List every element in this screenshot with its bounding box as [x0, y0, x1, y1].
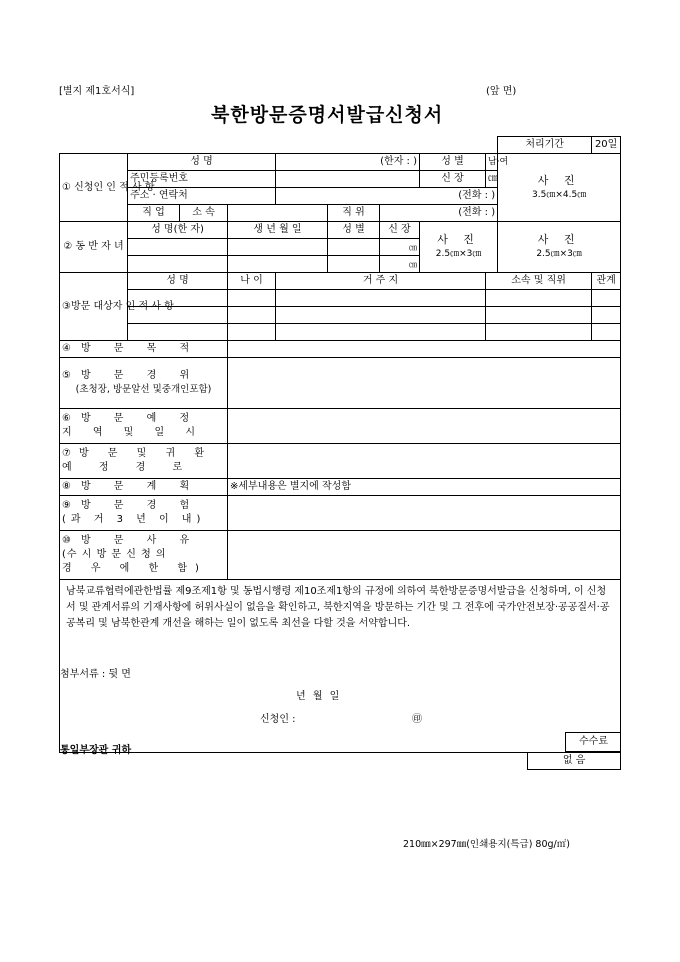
- date-line[interactable]: 년 월 일: [296, 691, 342, 702]
- companion-height-unit-1[interactable]: ㎝: [380, 239, 420, 256]
- target-relation-input-1[interactable]: [592, 290, 621, 307]
- target-relation-input-3[interactable]: [592, 324, 621, 341]
- companion-photo-box-2[interactable]: [498, 222, 621, 273]
- processing-period-value: 20일: [592, 137, 621, 154]
- purpose-input[interactable]: [228, 341, 621, 358]
- applicant-sign-label: 신청인 :: [260, 714, 296, 725]
- applicant-gender-label: 성 별: [420, 154, 486, 171]
- purpose-label: ④방 문 목 적: [60, 341, 228, 358]
- applicant-photo-label: 사 진: [537, 173, 581, 187]
- reason-label-cell: [60, 531, 228, 580]
- reason-sublabel-1: (수 시 방 문 신 청 의: [62, 549, 167, 560]
- route-label: ⑦방 문 및 귀 환: [62, 448, 212, 459]
- applicant-section-label: ① 신청인 인 적 사 항: [60, 154, 128, 222]
- applicant-address-label: 주소 · 연락처: [128, 188, 276, 205]
- pledge-text: 남북교류협력에관한법률 제9조제1항 및 동법시행령 제10조제1항의 규정에 의하여 북한방문증명서발급을 신청하며, 이 신청서 및 관계서류의 기재사항에 허위사실이 없음을 확인하고, 북한지역을 방문하는 기간 및 그 전후에 국가안전보장·공공질서·공공복리 및 남북한관계 개선을 해하는 일이 없도록 최선을 다할 것을 서약합니다.: [66, 586, 610, 629]
- applicant-photo-size: 3.5㎝×4.5㎝: [532, 189, 587, 200]
- fee-label: 수수료: [565, 732, 621, 752]
- applicant-height-unit[interactable]: ㎝: [486, 171, 498, 188]
- target-relation-label: 관계: [592, 273, 621, 290]
- plan-note[interactable]: ※세부내용은 별지에 작성함: [228, 479, 621, 496]
- target-residence-input-3[interactable]: [276, 324, 486, 341]
- target-age-input-2[interactable]: [228, 307, 276, 324]
- applicant-position-label: 직 위: [328, 205, 380, 222]
- applicant-height-label: 신 장: [420, 171, 486, 188]
- target-age-input-1[interactable]: [228, 290, 276, 307]
- companion-photo-label-1: 사 진: [437, 233, 480, 246]
- target-age-label: 나 이: [228, 273, 276, 290]
- companion-gender-input-1[interactable]: [328, 239, 380, 256]
- companion-name-label: 성 명(한 자): [128, 222, 228, 239]
- form-number: [별지 제1호서식]: [59, 86, 135, 97]
- background-input[interactable]: [228, 358, 621, 409]
- target-affil-label: 소속 및 직위: [486, 273, 592, 290]
- reason-label: ⑩방 문 사 유: [62, 535, 200, 546]
- background-label-cell: [60, 358, 228, 409]
- target-affil-input-2[interactable]: [486, 307, 592, 324]
- paper-spec-footer: 210㎜×297㎜(인쇄용지(특급) 80g/㎡): [403, 839, 570, 850]
- companion-section-label: ② 동 반 자 녀: [60, 222, 128, 273]
- reason-sublabel-2: 경 우 에 한 함): [62, 563, 207, 574]
- background-sublabel: (초청장, 방문알선 및중개인포함): [75, 384, 212, 395]
- applicant-gender-value[interactable]: 남·여: [486, 154, 498, 171]
- companion-birth-input-2[interactable]: [228, 256, 328, 273]
- target-affil-input-3[interactable]: [486, 324, 592, 341]
- target-name-input-3[interactable]: [128, 324, 228, 341]
- fee-value: 없 음: [528, 753, 621, 770]
- companion-gender-input-2[interactable]: [328, 256, 380, 273]
- companion-gender-label: 성 별: [328, 222, 380, 239]
- companion-photo-box-1[interactable]: [420, 222, 498, 273]
- applicant-phone-label[interactable]: (전화 : ): [276, 188, 498, 205]
- companion-name-input-2[interactable]: [128, 256, 228, 273]
- companion-photo-size-2: 2.5㎝×3㎝: [536, 249, 582, 259]
- processing-period-label: 처리기간: [498, 137, 592, 154]
- target-age-input-3[interactable]: [228, 324, 276, 341]
- reason-input[interactable]: [228, 531, 621, 580]
- target-affil-input-1[interactable]: [486, 290, 592, 307]
- attachments-label: 첨부서류 : 뒷 면: [60, 669, 131, 680]
- experience-label-cell: [60, 496, 228, 531]
- applicant-rrn-input[interactable]: [276, 171, 420, 188]
- plan-label: ⑧방 문 계 획: [60, 479, 228, 496]
- applicant-affil-label: 소 속: [180, 205, 228, 222]
- seal-mark[interactable]: ㊞: [412, 714, 422, 725]
- route-sublabel: 예 정 경 로: [62, 462, 195, 473]
- form-title: 북한방문증명서발급신청서: [211, 104, 444, 126]
- experience-sublabel: (과 거 3 년 이 내): [62, 514, 206, 525]
- target-residence-input-1[interactable]: [276, 290, 486, 307]
- applicant-affil-input[interactable]: [228, 205, 328, 222]
- target-section-label: ③방문 대상자 인 적 사 항: [60, 273, 128, 341]
- companion-name-input-1[interactable]: [128, 239, 228, 256]
- applicant-rrn-label: 주민등록번호: [128, 171, 276, 188]
- application-form-table: [59, 136, 621, 770]
- companion-birth-label: 생 년 월 일: [228, 222, 328, 239]
- target-residence-input-2[interactable]: [276, 307, 486, 324]
- applicant-name-label: 성 명: [128, 154, 276, 171]
- companion-birth-input-1[interactable]: [228, 239, 328, 256]
- route-input[interactable]: [228, 444, 621, 479]
- region-input[interactable]: [228, 409, 621, 444]
- recipient-label: 통일부장관 귀하: [60, 745, 132, 756]
- applicant-phone-2-label[interactable]: (전화 : ): [380, 205, 498, 222]
- companion-height-label: 신 장: [380, 222, 420, 239]
- background-label: ⑤방 문 경 위: [62, 370, 200, 381]
- page-side: (앞 면): [486, 86, 517, 97]
- target-residence-label: 거 주 지: [276, 273, 486, 290]
- region-label: ⑥방 문 예 정: [62, 413, 200, 424]
- experience-label: ⑨방 문 경 험: [62, 500, 200, 511]
- applicant-job-label: 직 업: [128, 205, 180, 222]
- companion-photo-size-1: 2.5㎝×3㎝: [435, 249, 482, 259]
- applicant-photo-box[interactable]: [498, 154, 621, 222]
- companion-photo-label-2: 사 진: [537, 233, 581, 246]
- route-label-cell: [60, 444, 228, 479]
- pledge-block: [60, 580, 621, 756]
- applicant-hanja-label: (한자 : ): [276, 154, 420, 171]
- target-relation-input-2[interactable]: [592, 307, 621, 324]
- region-label-cell: [60, 409, 228, 444]
- experience-input[interactable]: [228, 496, 621, 531]
- region-sublabel: 지 역 및 일 시: [62, 427, 205, 438]
- target-name-label: 성 명: [128, 273, 228, 290]
- companion-height-unit-2[interactable]: ㎝: [380, 256, 420, 273]
